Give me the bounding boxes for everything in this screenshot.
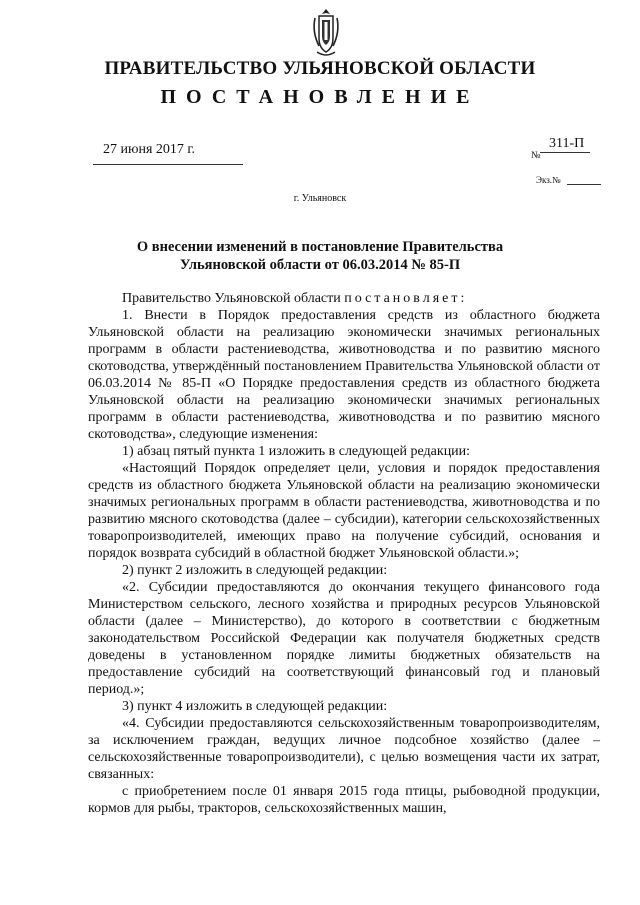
body-paragraph: «Настоящий Порядок определяет цели, условия и порядок предоставления средств из областного бюджета Ульяновской области на реализацию экономически значимых региональных программ в области растениеводства, животноводства и по развитию мясного скотоводства (далее – субсидии), категории сельскохозяйственных товаропроизводителей, имеющих право на получение субсидий, основания и порядок возврата субсидий в областной бюджет Ульяновской области.»; (88, 461, 600, 561)
number-sign: № (531, 150, 541, 161)
document-body (88, 290, 600, 817)
body-paragraph: 1. Внести в Порядок предоставления средств из областного бюджета Ульяновской области на реализацию экономически значимых региональных программ в области растениеводства, животноводства и по развитию мясного скотоводства, утверждённый постановлением Правительства Ульяновской области от 06.03.2014 № 85-П «О Порядке предоставления средств из областного бюджета Ульяновской области на реализацию экономически значимых региональных программ в области растениеводства, животноводства и по развитию мясного скотоводства», следующие изменения: (88, 308, 600, 442)
preamble-verb: постановляет: (344, 291, 468, 306)
copy-number-underline (567, 184, 601, 185)
body-paragraph: «4. Субсидии предоставляются сельскохозяйственным товаропроизводителям, за исключением граждан, ведущих личное подсобное хозяйство (далее – сельскохозяйственные товаропроизводители), с целью возмещения части их затрат, связанных: (88, 716, 600, 782)
document-number: 311-П (549, 136, 585, 151)
government-title: ПРАВИТЕЛЬСТВО УЛЬЯНОВСКОЙ ОБЛАСТИ (104, 58, 536, 79)
document-subject (0, 238, 640, 274)
preamble-text: Правительство Ульяновской области (122, 291, 345, 306)
copy-number-label: Экз.№ (536, 175, 561, 185)
body-paragraph: 3) пункт 4 изложить в следующей редакции: (122, 699, 388, 714)
preamble (88, 290, 600, 307)
subject-line-2: Ульяновской области от 06.03.2014 № 85-П (179, 257, 461, 273)
body-paragraph: 1) абзац пятый пункта 1 изложить в следующей редакции: (122, 444, 471, 459)
city: г. Ульяновск (293, 193, 347, 204)
body-paragraph: 2) пункт 2 изложить в следующей редакции: (122, 563, 388, 578)
date-underline (93, 164, 243, 165)
document-type: ПОСТАНОВЛЕНИЕ (160, 86, 480, 108)
document-date: 27 июня 2017 г. (103, 142, 196, 157)
body-paragraph: «2. Субсидии предоставляются до окончания текущего финансового года Министерством сельского, лесного хозяйства и природных ресурсов Ульяновской области (далее – Министерство), до которого в соответствии с бюджетным законодательством Российской Федерации как получателя бюджетных средств доведены в установленном порядке лимиты бюджетных обязательств на предоставление субсидий на соответствующий финансовый год и плановый период.»; (88, 580, 600, 697)
coat-of-arms-emblem (311, 8, 341, 60)
subject-line-1: О внесении изменений в постановление Правительства (136, 239, 504, 255)
number-underline (540, 152, 590, 153)
body-paragraph: с приобретением после 01 января 2015 года птицы, рыбоводной продукции, кормов для рыбы, тракторов, сельскохозяйственных машин, (88, 784, 600, 816)
